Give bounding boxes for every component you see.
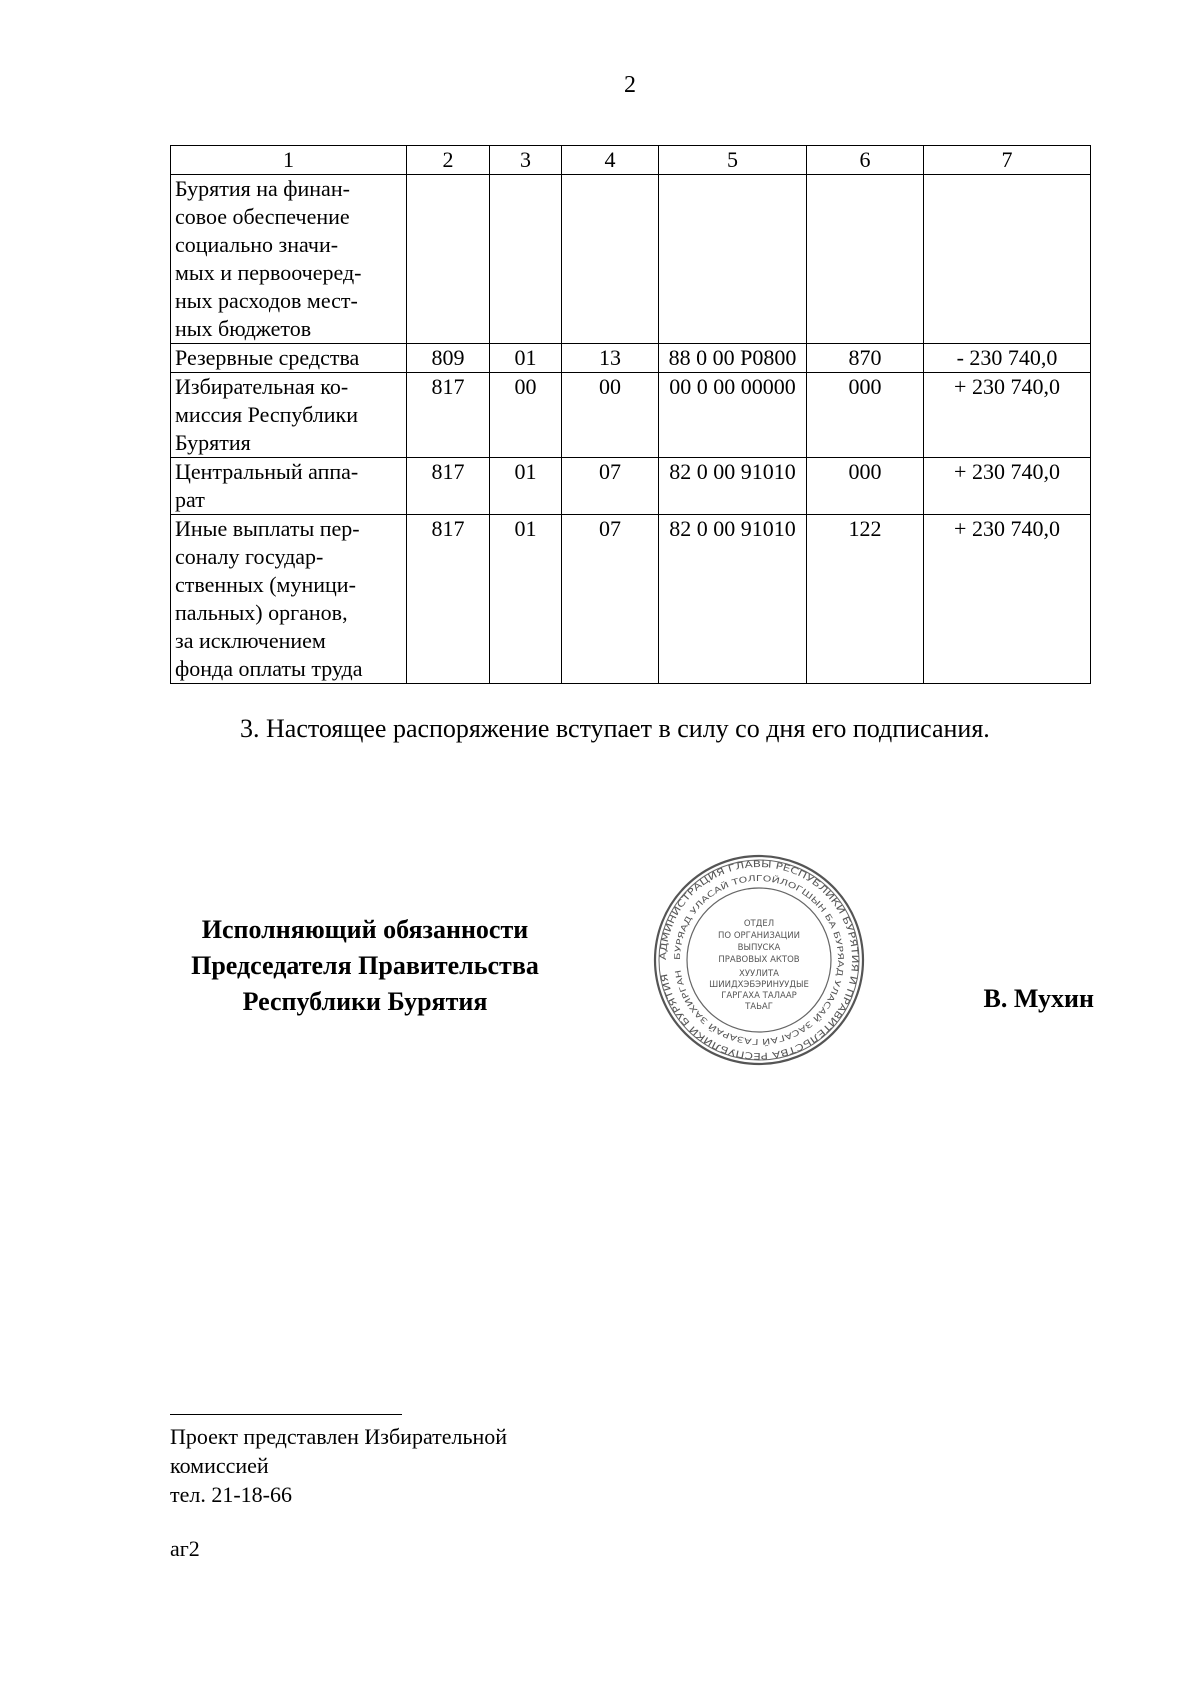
row-name-line: Резервные средства xyxy=(175,345,360,370)
row-name-line: мых и первоочеред- xyxy=(175,260,362,285)
footnote-line: тел. 21-18-66 xyxy=(170,1482,293,1507)
table-cell-c5: 82 0 00 91010 xyxy=(659,458,807,515)
table-row xyxy=(171,515,1091,684)
row-name-line: соналу государ- xyxy=(175,544,324,569)
row-name-line: пальных) органов, xyxy=(175,600,348,625)
row-name-line: совое обеспечение xyxy=(175,204,350,229)
table-cell-c4: 07 xyxy=(562,515,659,684)
table-cell-c4: 13 xyxy=(562,344,659,373)
budget-table xyxy=(170,145,1091,684)
table-cell-c4: 00 xyxy=(562,373,659,458)
table-cell-c4 xyxy=(562,175,659,344)
signer-title xyxy=(170,912,560,1020)
row-name-line: фонда оплаты труда xyxy=(175,656,363,681)
table-cell-c7 xyxy=(924,175,1091,344)
table-cell-c6: 000 xyxy=(807,458,924,515)
table-cell-c6: 870 xyxy=(807,344,924,373)
footnote-divider xyxy=(170,1414,402,1415)
table-cell-c5: 82 0 00 91010 xyxy=(659,515,807,684)
footnote-line: Проект представлен Избирательной xyxy=(170,1424,508,1449)
row-name-line: ных бюджетов xyxy=(175,316,312,341)
row-name-line: миссия Республики xyxy=(175,402,358,427)
footnote-line: комиссией xyxy=(170,1453,269,1478)
seal-center-line: ШИИДХЭБЭРИНУУДЫЕ xyxy=(709,980,809,990)
table-cell-c3 xyxy=(490,175,562,344)
seal-center-line: ТАЬАГ xyxy=(745,1002,773,1012)
column-header: 4 xyxy=(562,146,659,175)
row-name-line: Избирательная ко- xyxy=(175,374,349,399)
table-cell-c3: 01 xyxy=(490,458,562,515)
column-header: 5 xyxy=(659,146,807,175)
seal-center-line: ХУУЛИТА xyxy=(739,969,779,979)
table-row xyxy=(171,344,1091,373)
table-cell-c2: 817 xyxy=(407,515,490,684)
table-cell-c2: 817 xyxy=(407,373,490,458)
table-cell-c2: 809 xyxy=(407,344,490,373)
table-cell-c2 xyxy=(407,175,490,344)
column-header: 6 xyxy=(807,146,924,175)
row-name-line: рат xyxy=(175,487,205,512)
seal-center-line: ВЫПУСКА xyxy=(737,943,781,953)
table-row xyxy=(171,458,1091,515)
table-header-row xyxy=(171,146,1091,175)
table-cell-c5: 00 0 00 00000 xyxy=(659,373,807,458)
table-cell-c6: 122 xyxy=(807,515,924,684)
column-header: 1 xyxy=(171,146,407,175)
row-name-line: ственных (муници- xyxy=(175,572,356,597)
row-name-line: Иные выплаты пер- xyxy=(175,516,360,541)
official-seal-stamp xyxy=(648,854,870,1066)
document-code: аг2 xyxy=(170,1536,200,1561)
footnote xyxy=(170,1422,507,1509)
row-name-cell xyxy=(171,515,407,684)
row-name-line: за исключением xyxy=(175,628,326,653)
signer-name: В. Мухин xyxy=(983,984,1094,1013)
row-name-cell xyxy=(171,175,407,344)
column-header: 2 xyxy=(407,146,490,175)
seal-center-line: ПО ОРГАНИЗАЦИИ xyxy=(718,931,800,941)
table-cell-c6: 000 xyxy=(807,373,924,458)
row-name-line: Бурятия xyxy=(175,430,251,455)
table-cell-c4: 07 xyxy=(562,458,659,515)
row-name-cell xyxy=(171,458,407,515)
column-header: 3 xyxy=(490,146,562,175)
column-header: 7 xyxy=(924,146,1091,175)
table-cell-c6 xyxy=(807,175,924,344)
row-name-line: Бурятия на финан- xyxy=(175,176,350,201)
table-cell-c7: + 230 740,0 xyxy=(924,373,1091,458)
effective-clause: 3. Настоящее распоряжение вступает в силу со дня его подписания. xyxy=(240,714,990,743)
signer-title-line: Председателя Правительства xyxy=(191,951,539,980)
table-cell-c7: + 230 740,0 xyxy=(924,458,1091,515)
signer-title-line: Исполняющий обязанности xyxy=(201,915,529,944)
row-name-line: ных расходов мест- xyxy=(175,288,358,313)
table-cell-c3: 00 xyxy=(490,373,562,458)
table-cell-c5 xyxy=(659,175,807,344)
table-cell-c7: - 230 740,0 xyxy=(924,344,1091,373)
signer-title-line: Республики Бурятия xyxy=(242,987,488,1016)
table-row xyxy=(171,373,1091,458)
table-cell-c7: + 230 740,0 xyxy=(924,515,1091,684)
table-cell-c5: 88 0 00 Р0800 xyxy=(659,344,807,373)
seal-center-line: ПРАВОВЫХ АКТОВ xyxy=(718,955,800,965)
seal-inner-text: БУРЯАД УЛАСАЙ ТОЛГОЙЛОГШЫН БА БУРЯАД УЛАСАЙ ЗАСАГАЙ ГАЗАРАЙ ЗАХИРГАН xyxy=(672,873,846,1047)
page-number: 2 xyxy=(624,72,636,98)
table-row xyxy=(171,175,1091,344)
row-name-line: социально значи- xyxy=(175,232,339,257)
row-name-cell xyxy=(171,344,407,373)
seal-center-line: ОТДЕЛ xyxy=(743,919,775,929)
table-cell-c3: 01 xyxy=(490,344,562,373)
table-cell-c3: 01 xyxy=(490,515,562,684)
table-cell-c2: 817 xyxy=(407,458,490,515)
seal-center-line: ГАРГАХА ТАЛААР xyxy=(721,991,797,1001)
row-name-cell xyxy=(171,373,407,458)
row-name-line: Центральный аппа- xyxy=(175,459,359,484)
seal-outer-text: АДМИНИСТРАЦИЯ ГЛАВЫ РЕСПУБЛИКИ БУРЯТИЯ И ПРАВИТЕЛЬСТВА РЕСПУБЛИКИ БУРЯТИЯ xyxy=(658,859,860,1061)
